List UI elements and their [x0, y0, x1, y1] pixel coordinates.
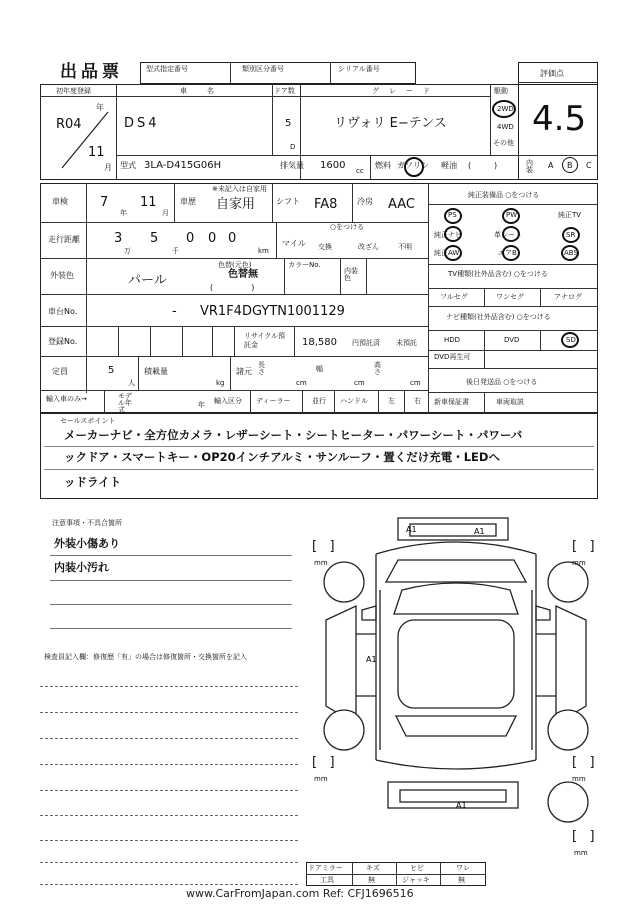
vehicle-name: DS4	[124, 116, 160, 131]
model-value: 3LA-D415G06H	[144, 160, 222, 171]
fuel-circle	[404, 157, 424, 177]
equip-abs[interactable]: ABS	[564, 249, 578, 257]
handle-right[interactable]: 右	[414, 397, 421, 405]
legend-tools: 工具	[320, 876, 334, 884]
equip-aw[interactable]: 純正AW	[434, 249, 460, 257]
history-note: ※未記入は自家用	[212, 185, 267, 193]
serial-no-label: シリアル番号	[338, 65, 380, 73]
interior-b-circle	[562, 157, 578, 173]
displacement-value: 1600	[320, 160, 346, 171]
import-label: 輸入車のみ→	[46, 395, 87, 403]
aftermarket-label: 後日発送品 ○をつける	[466, 378, 538, 386]
displacement-label: 排気量	[280, 161, 304, 170]
recycle-unpaid[interactable]: 未預託	[396, 339, 417, 347]
model-label: 型式	[120, 161, 136, 170]
recycle-label: リサイクル預託金	[244, 332, 286, 350]
notes-label: 注意事項・不具合箇所	[52, 519, 122, 527]
mm-rear-right: mm	[572, 775, 586, 783]
drive-2wd[interactable]: 2WD	[497, 105, 514, 113]
capacity-value: 5	[108, 365, 115, 376]
mm-front-left: mm	[314, 559, 328, 567]
legend-jack: ジャッキ	[402, 876, 430, 884]
legend-break: ワレ	[456, 864, 470, 872]
color-no-label: カラーNo.	[288, 261, 321, 269]
tv-analog[interactable]: アナログ	[554, 293, 582, 301]
grade-label: グレード	[372, 87, 440, 95]
meter-unknown[interactable]: 不明	[398, 243, 412, 251]
interior-c[interactable]: C	[586, 161, 592, 170]
reg-no-label: 登録No.	[48, 337, 78, 346]
legend-crack: ヒビ	[410, 864, 424, 872]
history-value: 自家用	[216, 197, 256, 212]
mark-a1-rear: A1	[456, 801, 467, 810]
aftermarket-warranty[interactable]: 新車保証書	[434, 398, 469, 406]
note-line-1: 外装小傷あり	[54, 537, 120, 550]
grade-value: リヴォリ E−テンス	[334, 116, 447, 131]
width-label: 幅	[316, 365, 323, 373]
inspection-year: 7	[100, 195, 109, 210]
equip-airbag[interactable]: エアB	[498, 249, 517, 257]
legend-mirror: ドアミラー	[308, 864, 343, 872]
mileage-label: 走行距離	[48, 235, 80, 244]
selling-points-label: セールスポイント	[60, 417, 116, 425]
import-parallel[interactable]: 並行	[312, 397, 326, 405]
doors-unit: D	[290, 143, 296, 151]
mark-a1-front: A1	[406, 525, 417, 534]
tv-oneseg[interactable]: ワンセグ	[496, 293, 524, 301]
model-year-label: モデル年式	[118, 392, 132, 414]
meter-exchange[interactable]: 交換	[318, 243, 332, 251]
repaint-value: 色替無	[228, 269, 258, 280]
inspection-label: 車検	[52, 197, 68, 206]
handle-label: ハンドル	[340, 397, 368, 405]
fuel-label: 燃料	[375, 161, 391, 170]
equip-sr[interactable]: SR	[566, 231, 576, 239]
navi-dvd[interactable]: DVD	[504, 336, 520, 344]
oil-label: 軽油	[441, 161, 457, 170]
capacity-unit: 人	[128, 379, 135, 387]
load-label: 積載量	[144, 367, 168, 376]
navi-hdd[interactable]: HDD	[444, 336, 461, 344]
selling-point-line-1: メーカーナビ・全方位カメラ・レザーシート・シートヒーター・パワーシート・パワーバ	[64, 428, 523, 442]
form-no-label: 型式指定番号	[146, 65, 188, 73]
year-suffix: 年	[96, 103, 104, 112]
aftermarket-manual[interactable]: 車両取説	[496, 398, 524, 406]
shift-label: シフト	[276, 197, 300, 206]
slash-divider	[58, 110, 112, 170]
mm-spare: mm	[574, 849, 588, 857]
legend-jack-value: 無	[458, 876, 465, 884]
watermark: www.CarFromJapan.com Ref: CFJ1696516	[186, 887, 414, 900]
interior-color-label: 内装色	[344, 267, 358, 282]
ac-value: AAC	[388, 197, 415, 212]
equip-leather[interactable]: 革シート	[494, 231, 522, 239]
tv-fullseg[interactable]: フルセグ	[440, 293, 468, 301]
fuel-gasoline[interactable]: ガソリン	[397, 161, 429, 170]
height-label: 高さ	[374, 361, 381, 376]
category-no-label: 類別区分番号	[242, 65, 284, 73]
meter-mark-label: ○をつける	[330, 223, 365, 231]
size-label: 諸元	[236, 367, 252, 376]
load-unit: kg	[216, 379, 225, 387]
repaint-label: 色替(元色)	[218, 261, 252, 269]
history-label: 車歴	[180, 197, 196, 206]
drive-label: 駆動	[494, 87, 508, 95]
capacity-label: 定員	[52, 367, 68, 376]
meter-tamper[interactable]: 改ざん	[358, 243, 379, 251]
rating-label: 評価点	[540, 69, 564, 78]
interior-label: 内装	[526, 159, 533, 174]
page-title: 出品票	[60, 62, 123, 82]
color-value: パール	[128, 273, 167, 288]
drive-other[interactable]: その他	[493, 139, 514, 147]
first-reg-month: 11	[88, 145, 105, 160]
doors-value: 5	[285, 118, 292, 129]
color-label: 外装色	[50, 271, 74, 280]
interior-b[interactable]: B	[567, 161, 573, 170]
mm-front-right: mm	[572, 559, 586, 567]
inspector-label: 検査員記入欄：修復歴「有」の場合は修復箇所・交換箇所を記入	[44, 653, 247, 661]
handle-left[interactable]: 左	[388, 397, 395, 405]
navi-label: ナビ種類(社外品含む) ○をつける	[446, 313, 551, 321]
doors-label: ドア数	[274, 87, 295, 95]
equip-navi[interactable]: 純正ナビ	[434, 231, 462, 239]
equip-pw[interactable]: PW	[506, 211, 518, 219]
mm-rear-left: mm	[314, 775, 328, 783]
note-line-2: 内装小汚れ	[54, 561, 109, 574]
selling-point-line-3: ッドライト	[64, 475, 122, 489]
genuine-label: 純正装備品 ○をつける	[468, 191, 540, 199]
import-dealer[interactable]: ディーラー	[256, 397, 291, 405]
shift-value: FA8	[314, 197, 338, 212]
dvd-label: DVD再生可	[434, 353, 471, 361]
mark-a1-left: A1	[366, 655, 377, 664]
car-diagram	[306, 510, 606, 860]
first-reg-year: R04	[56, 117, 82, 132]
mile-label: マイル	[282, 239, 306, 248]
name-label: 車名	[180, 87, 234, 95]
inspection-month: 11	[140, 195, 157, 210]
selling-point-line-2: ックドア・スマートキー・OP20インチアルミ・サンルーフ・置くだけ充電・LEDへ	[64, 450, 500, 464]
rating-value: 4.5	[532, 99, 587, 139]
navi-sd[interactable]: SD	[566, 336, 576, 344]
length-label: 長さ	[258, 361, 265, 376]
mark-a1-front-right: A1	[474, 527, 485, 536]
interior-a[interactable]: A	[548, 161, 554, 170]
drive-4wd[interactable]: 4WD	[497, 123, 514, 131]
chassis-value: VR1F4DGYTN1001129	[200, 304, 345, 319]
legend-scratch: キズ	[366, 864, 380, 872]
drive-2wd-circle	[492, 100, 516, 118]
ac-label: 冷房	[357, 197, 373, 206]
chassis-label: 車台No.	[48, 307, 78, 316]
month-suffix: 月	[104, 163, 112, 172]
equip-ps[interactable]: PS	[448, 211, 457, 219]
recycle-paid[interactable]: 円預託済	[352, 339, 380, 347]
legend-tools-value: 無	[368, 876, 375, 884]
tv-label: TV種類(社外品含む) ○をつける	[448, 270, 548, 278]
recycle-amount: 18,580	[302, 337, 337, 348]
mileage-unit: km	[258, 247, 269, 255]
import-type-label: 輸入区分	[214, 397, 242, 405]
displacement-unit: cc	[356, 167, 364, 175]
equip-tv[interactable]: 純正TV	[558, 211, 582, 219]
first-reg-label: 初年度登録	[56, 87, 91, 95]
